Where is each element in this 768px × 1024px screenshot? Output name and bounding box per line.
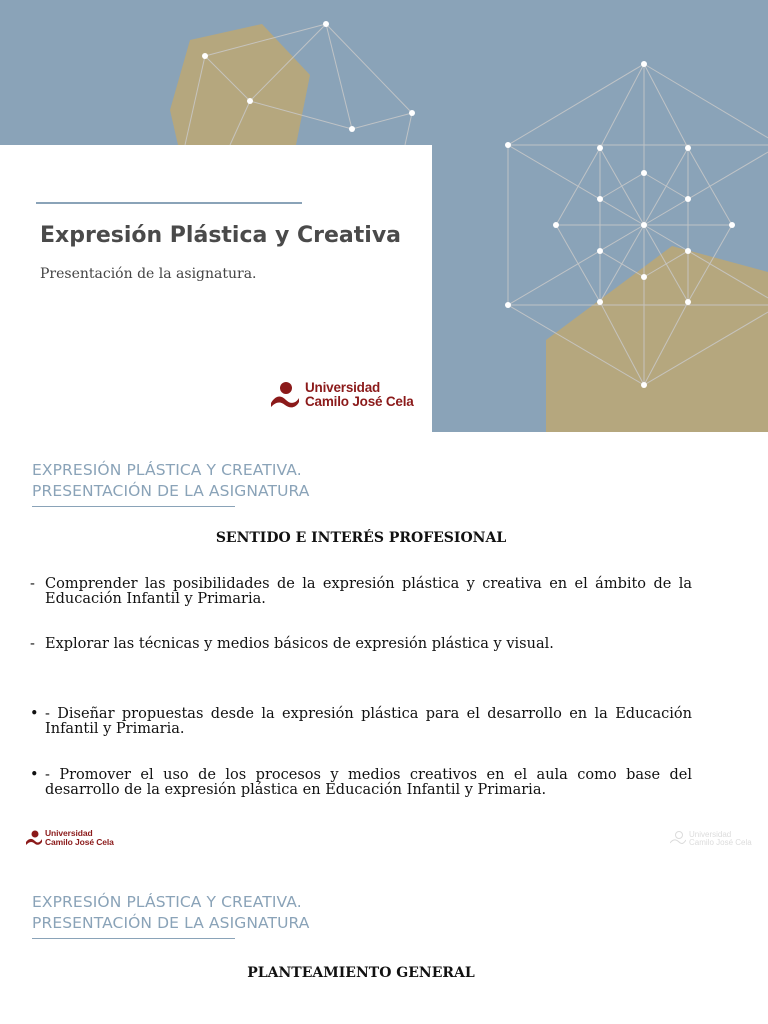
- slide2-header-line-2: PRESENTACIÓN DE LA ASIGNATURA: [32, 482, 310, 500]
- university-logo: [270, 381, 414, 409]
- slide2-header: [32, 460, 310, 502]
- title-slide: [0, 0, 768, 432]
- slide3-header-line-2: PRESENTACIÓN DE LA ASIGNATURA: [32, 914, 310, 932]
- logo-line-1: Universidad: [305, 380, 381, 395]
- list-item-text: Explorar las técnicas y medios básicos de expresión plástica y visual.: [45, 636, 554, 652]
- list-item-text: - Diseñar propuestas desde la expresión plástica para el desarrollo en la Educación Infantil y Primaria.: [45, 706, 692, 737]
- list-item: [30, 577, 692, 607]
- logo-mark-icon: [26, 830, 42, 846]
- list-item-text: Comprender las posibilidades de la expresión plástica y creativa en el ámbito de la Educación Infantil y Primaria.: [45, 576, 692, 607]
- slide3-header-divider: [32, 938, 235, 939]
- title-card: [0, 145, 432, 432]
- slide3-section-title: PLANTEAMIENTO GENERAL: [247, 965, 475, 981]
- university-logo-small: [26, 829, 114, 847]
- watermark-line-2: Camilo José Cela: [689, 838, 752, 848]
- slide-title: Expresión Plástica y Creativa: [40, 223, 402, 248]
- watermark-line-1: Universidad: [689, 830, 732, 839]
- list-item: [30, 768, 692, 798]
- list-item-text: - Promover el uso de los procesos y medios creativos en el aula como base del desarrollo de la expresión plástica en Educación Infantil y Primaria.: [45, 767, 692, 798]
- list-marker: -: [30, 636, 35, 652]
- slide2-section-title: SENTIDO E INTERÉS PROFESIONAL: [215, 530, 507, 546]
- slide3-header-line-1: EXPRESIÓN PLÁSTICA Y CREATIVA.: [32, 893, 302, 911]
- watermark-logo: [670, 831, 752, 848]
- list-item: [30, 707, 692, 737]
- logo-mark-icon: [270, 381, 300, 409]
- list-marker: -: [30, 576, 35, 592]
- logo-line-2: Camilo José Cela: [305, 394, 414, 410]
- list-item: [30, 637, 692, 652]
- slide-subtitle: Presentación de la asignatura.: [40, 266, 257, 282]
- title-divider: [36, 202, 302, 204]
- logo-line-1: Universidad: [45, 828, 93, 838]
- slide2-header-divider: [32, 506, 235, 507]
- logo-line-2: Camilo José Cela: [45, 836, 114, 847]
- hexagon-top: [170, 24, 310, 145]
- hexagon-bottom: [546, 246, 768, 432]
- slide2-header-line-1: EXPRESIÓN PLÁSTICA Y CREATIVA.: [32, 461, 302, 479]
- slide3-header: [32, 892, 310, 934]
- logo-watermark-icon: [670, 831, 686, 847]
- list-marker: •: [30, 706, 39, 722]
- list-marker: •: [30, 767, 39, 783]
